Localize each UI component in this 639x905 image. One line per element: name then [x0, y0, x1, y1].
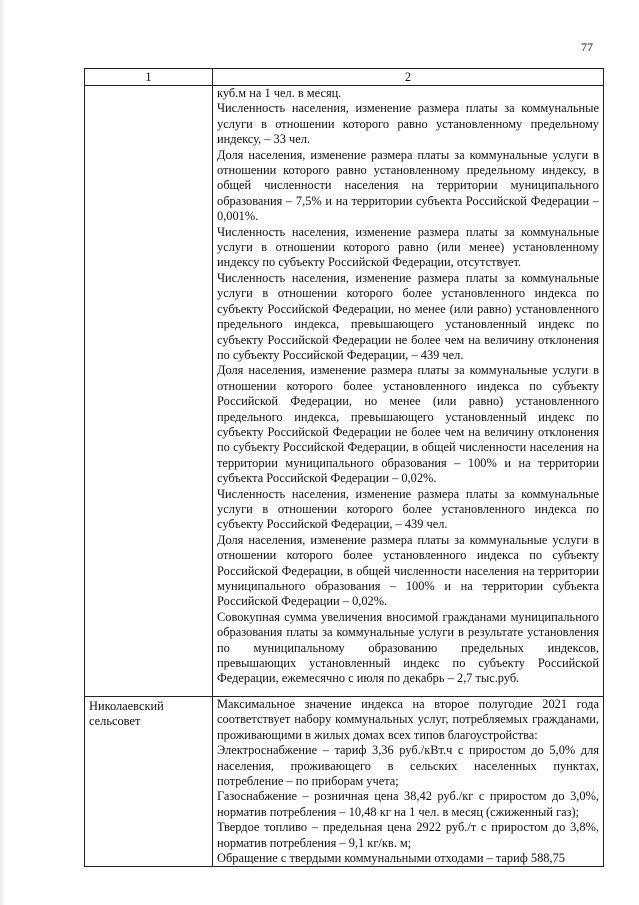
municipality-name: Николаевский сельсовет [89, 699, 164, 729]
paragraph: Обращение с твердыми коммунальными отходами – тариф 588,75 [217, 851, 565, 866]
paragraph: Численность населения, изменение размера платы за коммунальные услуги в отношении которого более установленного индекса по субъекту Российской Федерации, – 439 чел. [217, 486, 599, 532]
municipality-name [89, 86, 208, 88]
table-row [85, 697, 604, 867]
table-header-row [85, 69, 604, 86]
paragraph: Доля населения, изменение размера платы за коммунальные услуги в отношении которого равно установленному предельному индексу, в общей численности населения на территории муниципального образования – 7,5% и на территории субъекта Российской Федерации – 0,001%. [217, 147, 599, 224]
table-row [85, 86, 604, 697]
paragraph: Доля населения, изменение размера платы за коммунальные услуги в отношении которого более установленного индекса по субъекту Российской Федерации, но менее (или равно) установленного предельного индекса, превышающего установленный индекс по субъекту Российской Федерации не более чем на величину отклонения по субъекту Российской Федерации, в общей численности населения на территории муниципального образования – 100% и на территории субъекта Российской Федерации – 0,02%. [217, 363, 599, 486]
paragraph: Численность населения, изменение размера платы за коммунальные услуги в отношении которого равно (или менее) установленному индексу по субъекту Российской Федерации, отсутствует. [217, 224, 599, 270]
paragraph: Численность населения, изменение размера платы за коммунальные услуги в отношении которого равно установленному предельному индексу, – 33 чел. [217, 101, 599, 147]
paragraph: Максимальное значение индекса на второе полугодие 2021 года соответствует набору коммунальных услуг, потребляемых гражданами, проживающими в жилых домах всех типов благоустройства: [217, 697, 599, 742]
column-header-1: 1 [85, 69, 213, 86]
paragraph: куб.м на 1 чел. в месяц. [217, 86, 342, 100]
paragraph: Численность населения, изменение размера платы за коммунальные услуги в отношении которого более установленного индекса по субъекту Российской Федерации, но менее (или равно) установленного предельного индекса, превышающего установленный индекс по субъекту Российской Федерации не более чем на величину отклонения по субъекту Российской Федерации, – 439 чел. [217, 270, 599, 362]
paragraph: Газоснабжение – розничная цена 38,42 руб./кг с приростом до 3,0%, норматив потребления – 10,48 кг на 1 чел. в месяц (сжиженный газ); [217, 789, 599, 819]
column-header-2: 2 [213, 69, 604, 86]
scan-edge-shadow [0, 0, 6, 905]
municipality-cell [85, 86, 213, 697]
paragraph: Совокупная сумма увеличения вносимой гражданами муниципального образования платы за коммунальные услуги в результате установления по муниципальному образованию предельных индексов, превышающих установленный индекс по субъекту Российской Федерации, ежемесячно с июля по декабрь – 2,7 тыс.руб. [217, 609, 599, 686]
document-table [84, 68, 604, 867]
paragraph: Доля населения, изменение размера платы за коммунальные услуги в отношении которого более установленного индекса по субъекту Российской Федерации, в общей численности населения на территории муниципального образования – 100% и на территории субъекта Российской Федерации – 0,02%. [217, 532, 599, 609]
paragraph: Электроснабжение – тариф 3,36 руб./кВт.ч с приростом до 5,0% для населения, проживающего в сельских населенных пунктах, потребление – по приборам учета; [217, 743, 599, 789]
municipality-cell [85, 697, 213, 867]
paragraph: Твердое топливо – предельная цена 2922 руб./т с приростом до 3,8%, норматив потребления – 9,1 кг/кв. м; [217, 820, 599, 850]
page-number: 77 [581, 40, 593, 54]
description-cell [213, 697, 604, 867]
description-cell [213, 86, 604, 697]
